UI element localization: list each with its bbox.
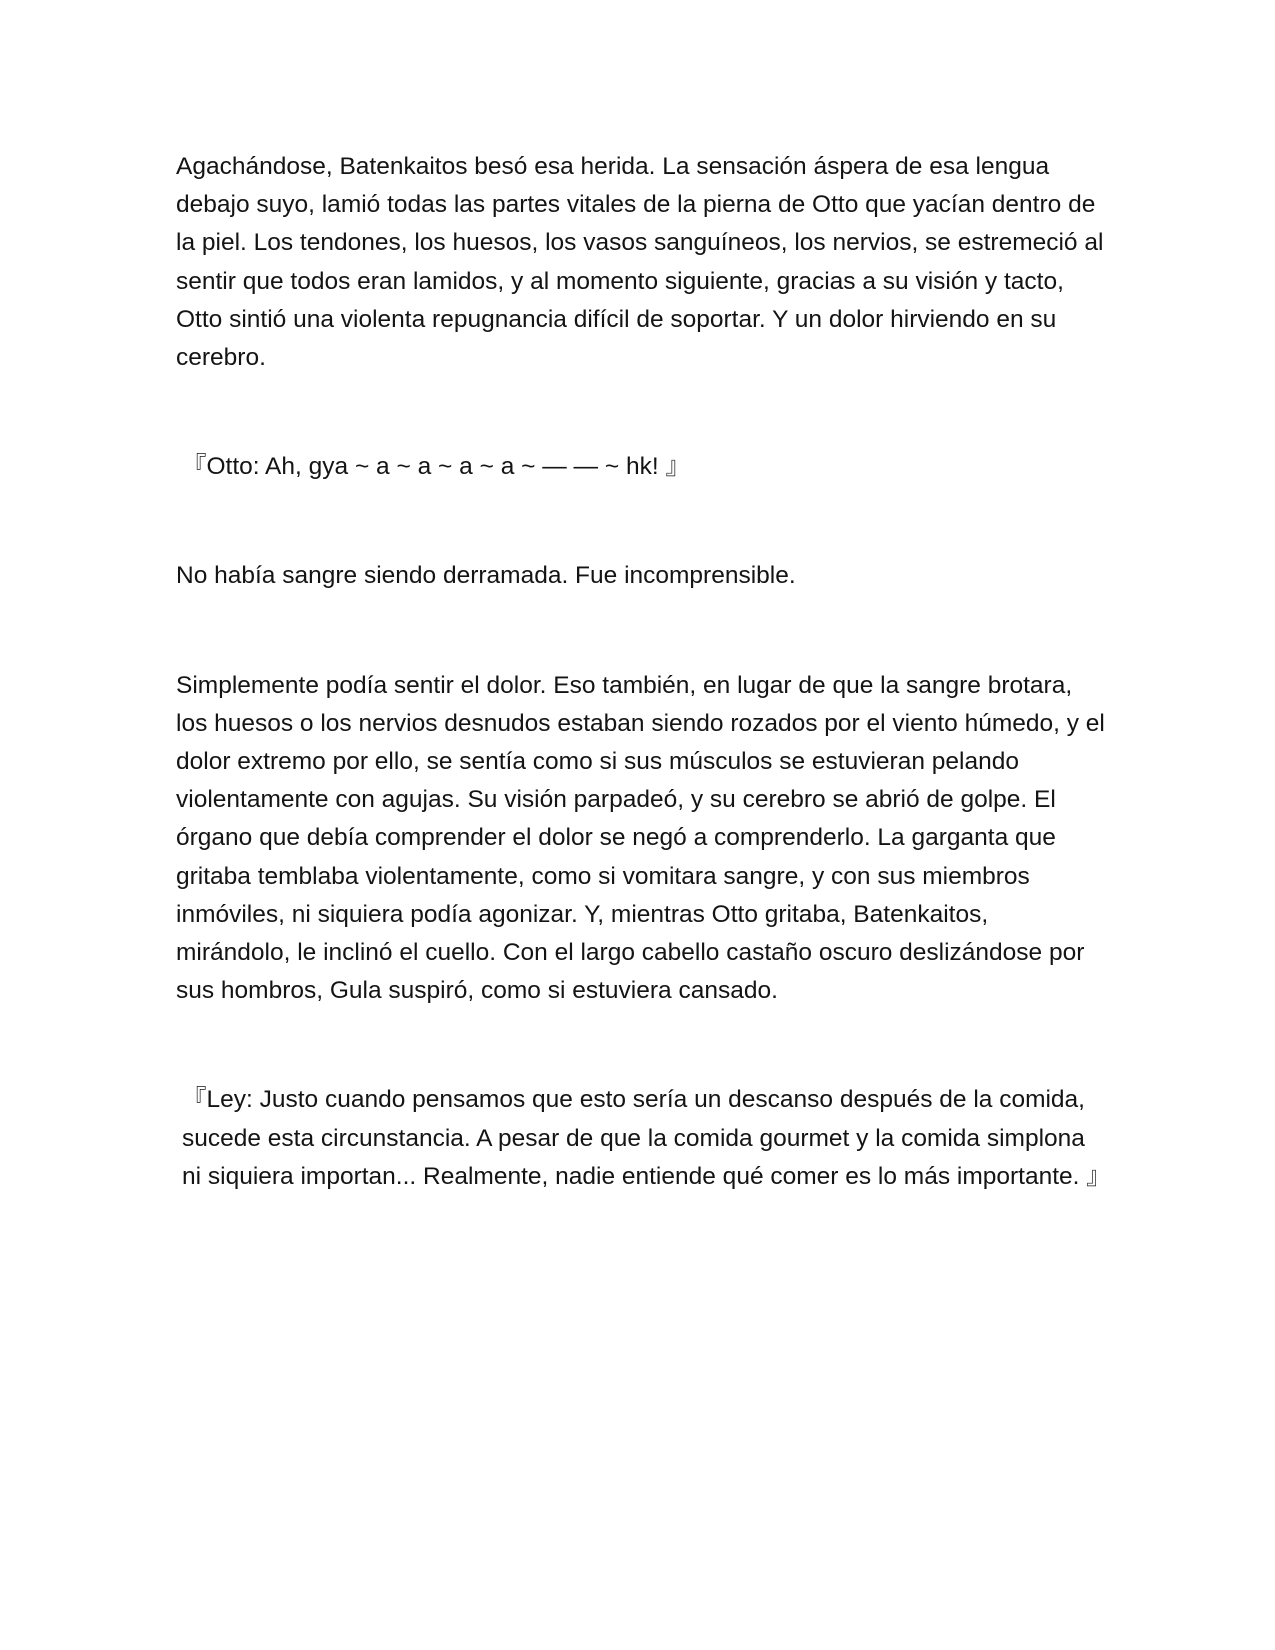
- paragraph-dialogue-otto: 『Otto: Ah, gya ~ a ~ a ~ a ~ a ~ ― ― ~ hk! 』: [182, 453, 690, 481]
- paragraph-narration-3: Simplemente podía sentir el dolor. Eso también, en lugar de que la sangre brotara, los huesos o los nervios desnudos estaban siendo rozados por el viento húmedo, y el dolor extremo por ello, se sentía como si sus músculos se estuvieran pelando violentamente con agujas. Su visión parpadeó, y su cerebro se abrió de golpe. El órgano que debía comprender el dolor se negó a comprenderlo. La garganta que gritaba temblaba violentamente, como si vomitara sangre, y con sus miembros inmóviles, ni siquiera podía agonizar. Y, mientras Otto gritaba, Batenkaitos, mirándolo, le inclinó el cuello. Con el largo cabello castaño oscuro deslizándose por sus hombros, Gula suspiró, como si estuviera cansado.: [176, 671, 1105, 1005]
- paragraph-dialogue-ley: 『Ley: Justo cuando pensamos que esto sería un descanso después de la comida, sucede esta circunstancia. A pesar de que la comida gourmet y la comida simplona ni siquiera importan... Realmente, nadie entiende qué comer es lo más importante. 』: [182, 1086, 1111, 1190]
- document-body: [176, 148, 1111, 1196]
- paragraph-narration-1: Agachándose, Batenkaitos besó esa herida. La sensación áspera de esa lengua debajo suyo, lamió todas las partes vitales de la pierna de Otto que yacían dentro de la piel. Los tendones, los huesos, los vasos sanguíneos, los nervios, se estremeció al sentir que todos eran lamidos, y al momento siguiente, gracias a su visión y tacto, Otto sintió una violenta repugnancia difícil de soportar. Y un dolor hirviendo en su cerebro.: [176, 153, 1104, 372]
- paragraph-narration-2: No había sangre siendo derramada. Fue incomprensible.: [176, 562, 796, 590]
